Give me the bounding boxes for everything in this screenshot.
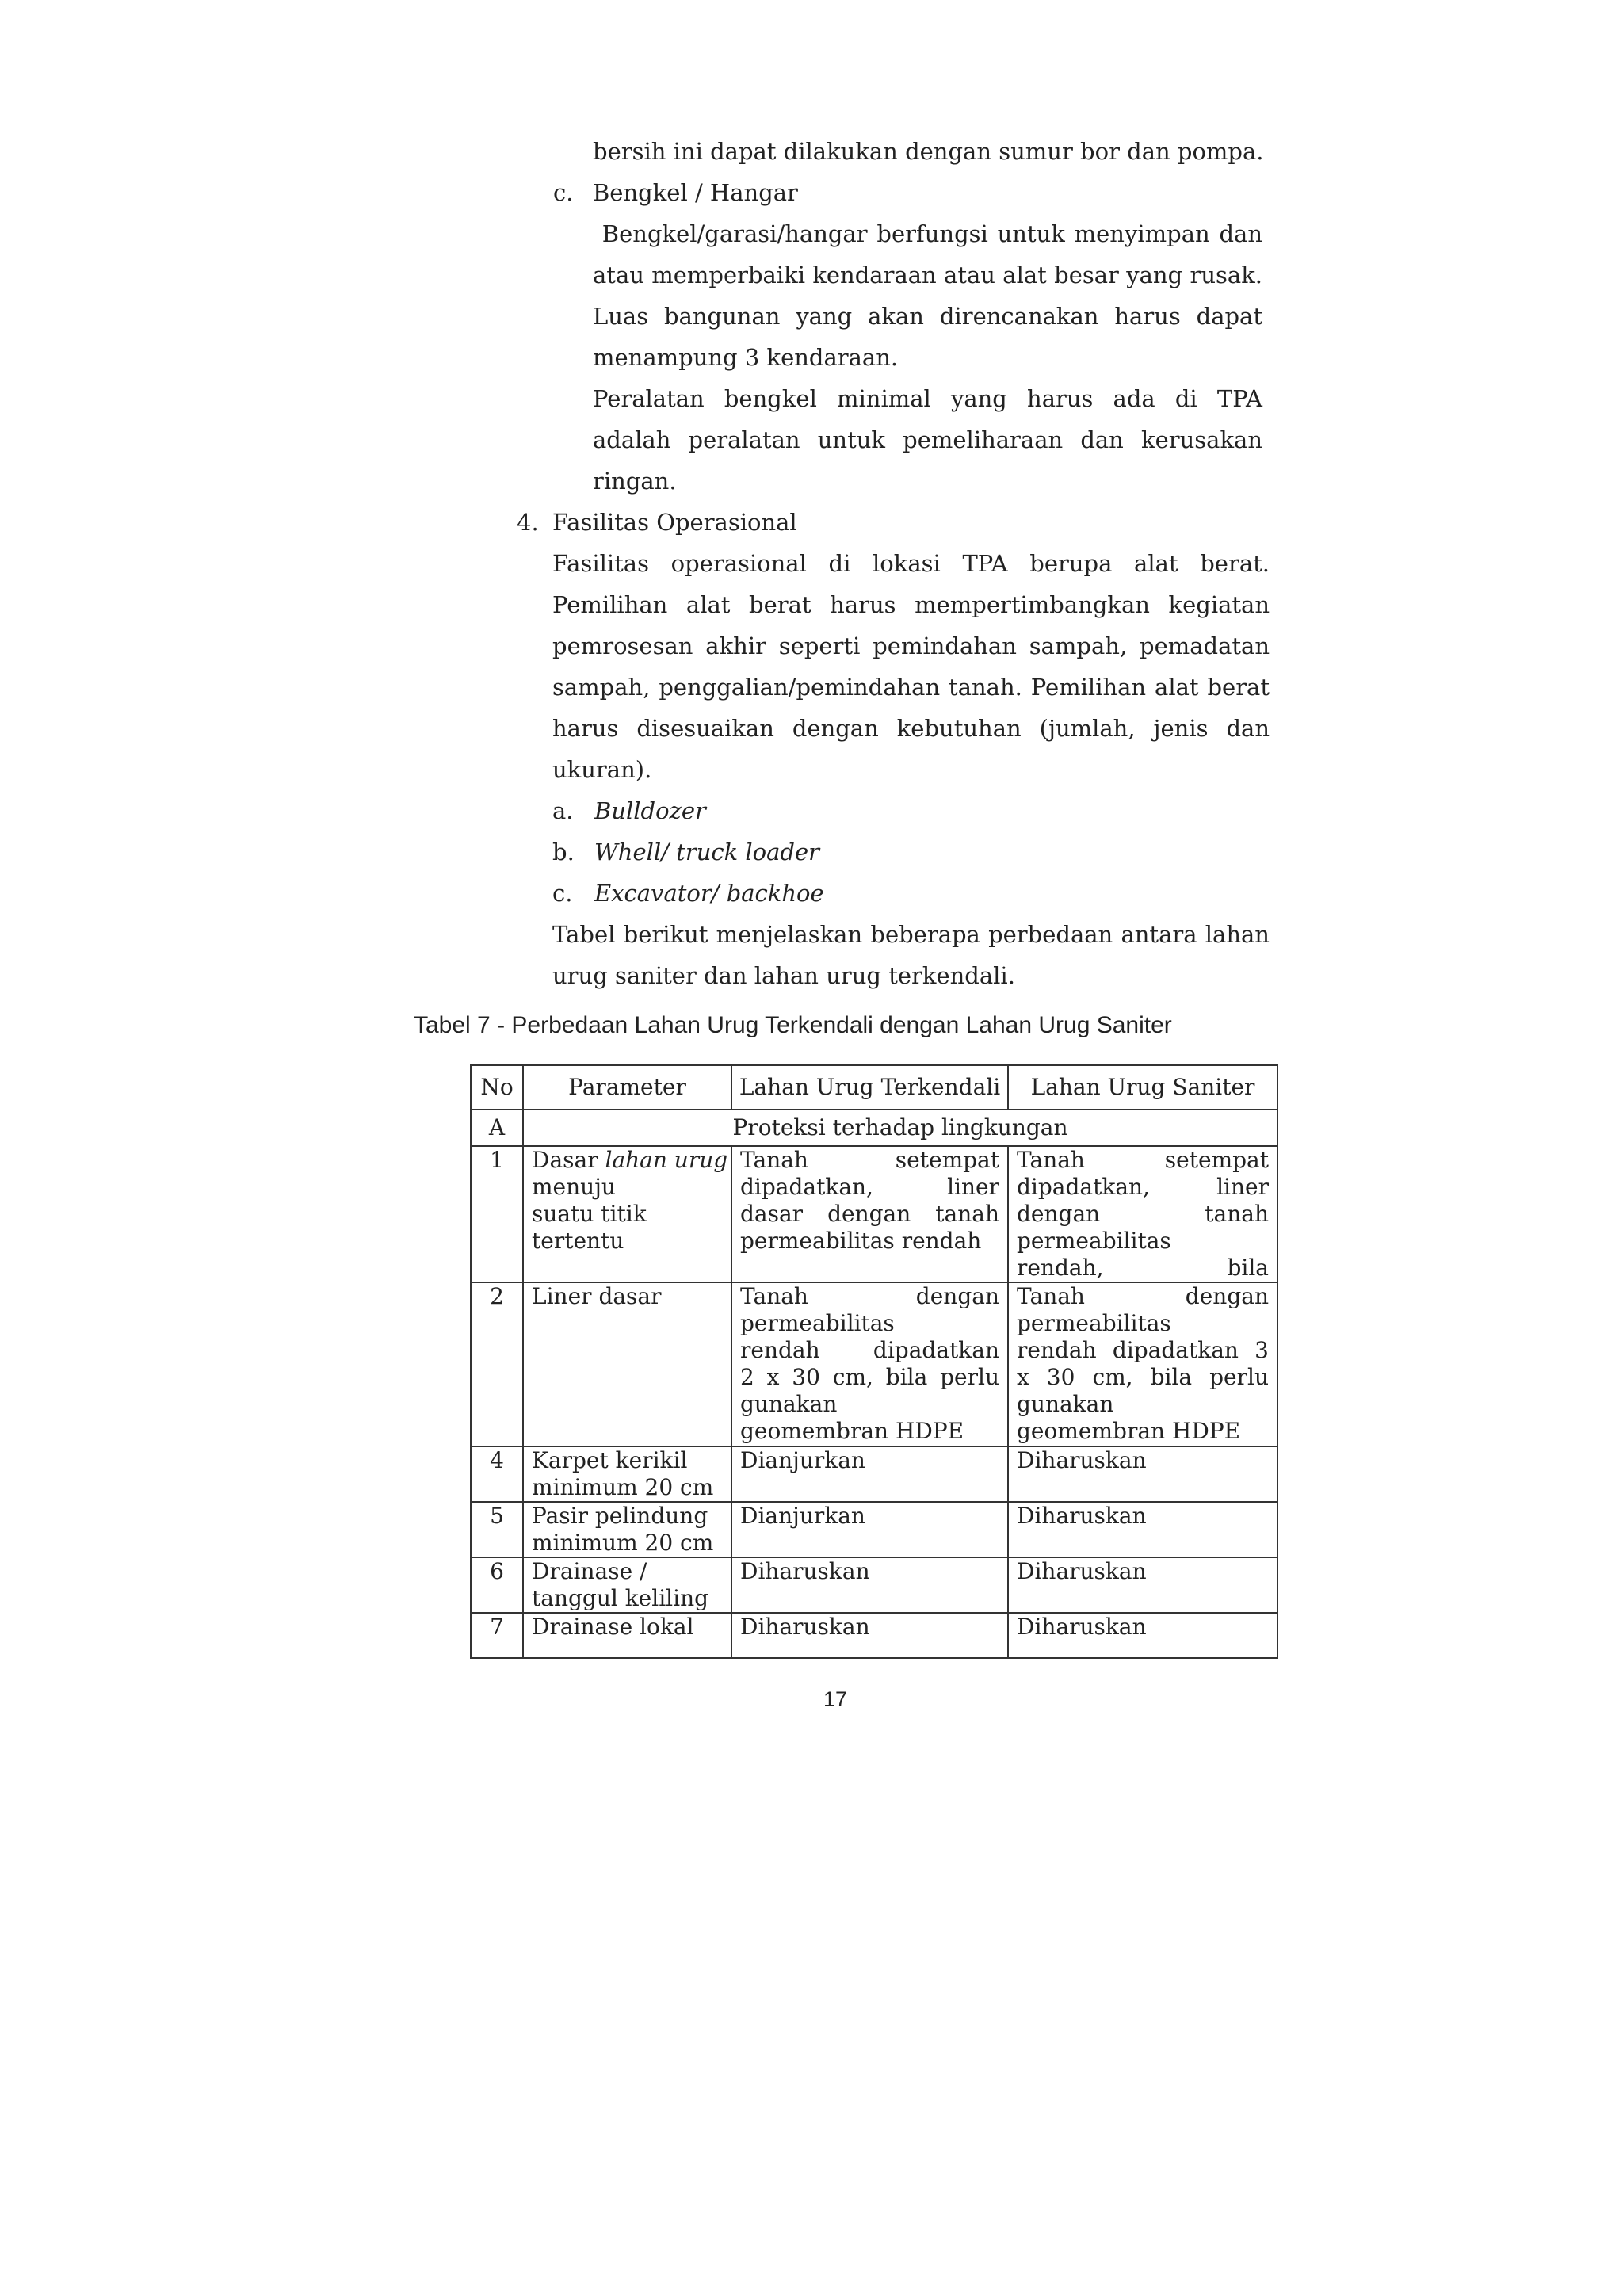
intro-line: bersih ini dapat dilakukan dengan sumur bor dan pompa. <box>593 138 1264 165</box>
list-item-bulldozer: Bulldozer <box>594 797 706 824</box>
row1-saniter-line3: dengan tanah <box>1017 1201 1269 1227</box>
row2-saniter-line2: permeabilitas <box>1017 1310 1171 1336</box>
item-c-marker: c. <box>553 179 574 206</box>
row4-param-line2: minimum 20 cm <box>532 1474 714 1500</box>
closing-line2: urug saniter dan lahan urug terkendali. <box>552 962 1015 989</box>
row2-saniter-line1: Tanah dengan <box>1017 1283 1269 1309</box>
row6-terkendali: Diharuskan <box>731 1557 1008 1613</box>
list-marker-c: c. <box>552 880 573 907</box>
item-c-para2-line3: ringan. <box>593 468 677 495</box>
item-c-para1-line1: Bengkel/garasi/hangar berfungsi untuk menyimpan dan <box>593 220 1262 247</box>
row5-param-line2: minimum 20 cm <box>532 1530 714 1556</box>
section4-para-line2: Pemilihan alat berat harus mempertimbangkan kegiatan <box>552 591 1270 618</box>
table-row <box>471 1502 1277 1557</box>
row1-saniter-line2: dipadatkan, liner <box>1017 1174 1269 1200</box>
header-parameter: Parameter <box>523 1065 731 1110</box>
section4-para-line4: sampah, penggalian/pemindahan tanah. Pemilihan alat berat <box>552 674 1270 701</box>
table-header-row <box>471 1065 1277 1110</box>
list-item-loader: Whell/ truck loader <box>594 839 820 865</box>
row2-saniter <box>1008 1282 1277 1446</box>
row2-terkendali-line1: Tanah dengan <box>740 1283 999 1309</box>
list-marker-b: b. <box>552 839 575 865</box>
item-c-para2-line2: adalah peralatan untuk pemeliharaan dan kerusakan <box>593 426 1262 453</box>
row2-terkendali-line6: geomembran HDPE <box>740 1418 964 1444</box>
row2-saniter-line5: gunakan <box>1017 1391 1114 1417</box>
section4-para-line5: harus disesuaikan dengan kebutuhan (jumlah, jenis dan <box>552 715 1270 742</box>
row2-terkendali-line3: rendah dipadatkan <box>740 1337 999 1363</box>
row4-no: 4 <box>471 1446 523 1502</box>
row1-no: 1 <box>471 1146 523 1282</box>
item-c-para2-line1: Peralatan bengkel minimal yang harus ada di TPA <box>593 385 1262 412</box>
table-row <box>471 1282 1277 1446</box>
row1-saniter-line1: Tanah setempat <box>1017 1147 1269 1173</box>
row1-saniter-line4: permeabilitas <box>1017 1228 1171 1254</box>
row6-saniter: Diharuskan <box>1008 1557 1277 1613</box>
row1-saniter-line5: rendah, bila <box>1017 1255 1269 1281</box>
row1-saniter <box>1008 1146 1277 1282</box>
row4-terkendali: Dianjurkan <box>731 1446 1008 1502</box>
row7-terkendali: Diharuskan <box>731 1613 1008 1658</box>
row1-param-line2: menuju <box>532 1174 616 1200</box>
row2-terkendali-line4: 2 x 30 cm, bila perlu <box>740 1364 999 1390</box>
table-row <box>471 1557 1277 1613</box>
row1-param <box>523 1146 731 1282</box>
row1-terkendali-line2: dipadatkan, liner <box>740 1174 999 1200</box>
section4-para-line6: ukuran). <box>552 756 652 783</box>
closing-line1: Tabel berikut menjelaskan beberapa perbedaan antara lahan <box>552 921 1270 948</box>
row2-terkendali <box>731 1282 1008 1446</box>
row4-saniter: Diharuskan <box>1008 1446 1277 1502</box>
row2-param: Liner dasar <box>523 1282 731 1446</box>
table-row <box>471 1146 1277 1282</box>
list-marker-a: a. <box>552 797 574 824</box>
section4-title: Fasilitas Operasional <box>552 509 797 536</box>
row4-param-line1: Karpet kerikil <box>532 1447 688 1473</box>
list-item-excavator: Excavator/ backhoe <box>594 880 824 907</box>
row1-param-italic: lahan urug <box>605 1147 728 1173</box>
row1-terkendali-line4: permeabilitas rendah <box>740 1228 982 1254</box>
table-caption: Tabel 7 - Perbedaan Lahan Urug Terkendali dengan Lahan Urug Saniter <box>414 1012 1172 1038</box>
item-c-para1-line4: menampung 3 kendaraan. <box>593 344 899 371</box>
row1-param-line3: suatu titik <box>532 1201 647 1227</box>
row2-saniter-line4: x 30 cm, bila perlu <box>1017 1364 1269 1390</box>
item-c-para1-line3: Luas bangunan yang akan direncanakan harus dapat <box>593 303 1262 330</box>
comparison-table <box>470 1064 1278 1659</box>
row2-no: 2 <box>471 1282 523 1446</box>
row1-terkendali-line1: Tanah setempat <box>740 1147 999 1173</box>
page-number: 17 <box>823 1687 848 1711</box>
row2-terkendali-line5: gunakan <box>740 1391 838 1417</box>
row1-param-prefix: Dasar <box>532 1147 605 1173</box>
row7-no: 7 <box>471 1613 523 1658</box>
row2-saniter-line6: geomembran HDPE <box>1017 1418 1241 1444</box>
row6-param-line1: Drainase / <box>532 1558 647 1584</box>
row1-terkendali <box>731 1146 1008 1282</box>
row1-param-line4: tertentu <box>532 1228 624 1254</box>
section4-para-line3: pemrosesan akhir seperti pemindahan sampah, pemadatan <box>552 632 1270 659</box>
row6-no: 6 <box>471 1557 523 1613</box>
section-row-label: Proteksi terhadap lingkungan <box>523 1110 1277 1146</box>
row4-param <box>523 1446 731 1502</box>
row7-saniter: Diharuskan <box>1008 1613 1277 1658</box>
header-saniter: Lahan Urug Saniter <box>1008 1065 1277 1110</box>
row5-terkendali: Dianjurkan <box>731 1502 1008 1557</box>
row6-param <box>523 1557 731 1613</box>
row2-saniter-line3: rendah dipadatkan 3 <box>1017 1337 1269 1363</box>
header-terkendali: Lahan Urug Terkendali <box>731 1065 1008 1110</box>
item-c-para1-line2: atau memperbaiki kendaraan atau alat besar yang rusak. <box>593 262 1262 288</box>
row1-terkendali-line3: dasar dengan tanah <box>740 1201 999 1227</box>
row5-param-line1: Pasir pelindung <box>532 1503 708 1529</box>
row5-param <box>523 1502 731 1557</box>
section-row <box>471 1110 1277 1146</box>
section-row-no: A <box>471 1110 523 1146</box>
row5-saniter: Diharuskan <box>1008 1502 1277 1557</box>
header-no: No <box>471 1065 523 1110</box>
section4-marker: 4. <box>517 509 539 536</box>
row5-no: 5 <box>471 1502 523 1557</box>
section4-para-line1: Fasilitas operasional di lokasi TPA berupa alat berat. <box>552 550 1270 577</box>
row2-terkendali-line2: permeabilitas <box>740 1310 895 1336</box>
row7-param: Drainase lokal <box>523 1613 731 1658</box>
item-c-title: Bengkel / Hangar <box>593 179 798 206</box>
row6-param-line2: tanggul keliling <box>532 1585 709 1611</box>
table-row <box>471 1446 1277 1502</box>
table-row <box>471 1613 1277 1658</box>
